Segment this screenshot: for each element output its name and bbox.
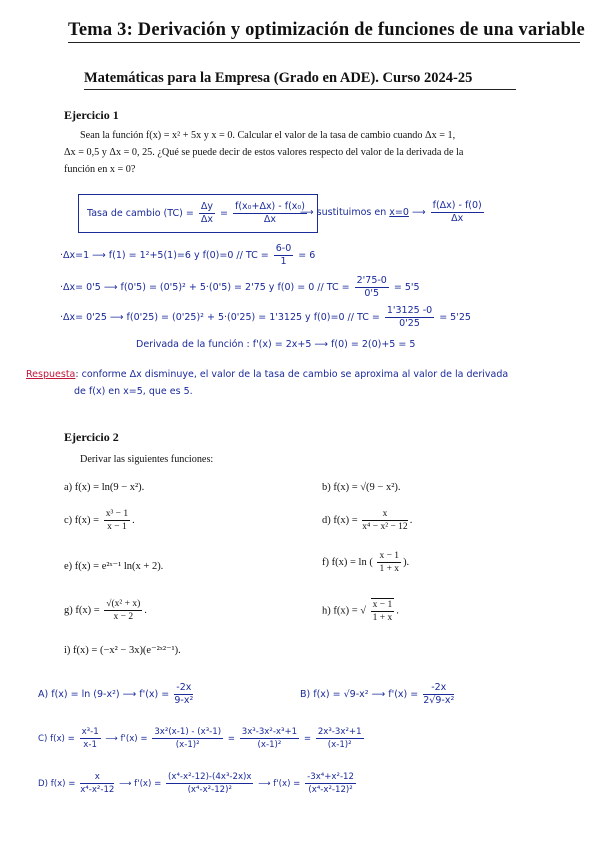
solution-c-text: C) f(x) = xyxy=(38,734,75,744)
item-f-label: f) f(x) = ln ( xyxy=(322,556,373,568)
item-e: e) f(x) = e²ˣ⁻¹ ln(x + 2). xyxy=(64,561,164,572)
solution-c-frac-3 xyxy=(240,726,299,751)
course-subtitle: Matemáticas para la Empresa (Grado en ADE). Curso 2024-25 xyxy=(84,70,473,86)
solution-c-num-2: 3x²(x-1) - (x³-1) xyxy=(154,727,222,737)
statement-line-2: Δx = 0,5 y Δx = 0, 25. ¿Qué se puede decir de estos valores respecto del valor de la derivada de la xyxy=(64,147,464,158)
calc-dx-05-text: ·Δx= 0'5 ⟶ f(0'5) = (0'5)² + 5·(0'5) = 2'75 y f(0) = 0 // TC = xyxy=(60,282,350,293)
item-c-frac xyxy=(104,508,130,533)
substituted-den: Δx xyxy=(451,213,464,224)
box-equals: = xyxy=(220,208,228,219)
solution-d-num-1: x xyxy=(80,771,114,784)
calc-dx-025-frac xyxy=(385,305,434,330)
calc-dx-05-num: 2'75-0 xyxy=(356,275,387,286)
item-d-num: x xyxy=(362,508,407,521)
solution-b xyxy=(300,682,456,707)
item-b: b) f(x) = √(9 − x²). xyxy=(322,482,401,493)
solution-a-text: A) f(x) = ln (9-x²) ⟶ f'(x) = xyxy=(38,689,170,700)
item-h-den: 1 + x xyxy=(372,613,393,623)
item-h-frac xyxy=(371,598,395,624)
item-g-num: √(x² + x) xyxy=(106,599,141,609)
item-g-label: g) f(x) = xyxy=(64,604,100,616)
solution-c-frac-2 xyxy=(152,726,223,751)
answer-line-2: de f(x) en x=5, que es 5. xyxy=(74,386,193,397)
item-c-den: x − 1 xyxy=(107,522,127,532)
solution-d-num-2: (x⁴-x²-12)-(4x³-2x)x xyxy=(168,772,252,782)
calc-dx-025-num: 1'3125 -0 xyxy=(386,305,433,316)
x-equals-zero: x=0 xyxy=(389,207,409,218)
exercise-1-statement xyxy=(64,127,554,178)
item-f-close: ). xyxy=(403,556,410,568)
calc-dx-05-frac xyxy=(355,275,389,300)
calc-dx-1 xyxy=(60,243,315,268)
solution-c-num-3: 3x³-3x²-x³+1 xyxy=(241,727,298,737)
solution-a xyxy=(38,682,195,707)
solution-b-den: 2√9-x² xyxy=(423,695,455,706)
solution-c xyxy=(38,726,366,751)
solution-c-den-3: (x-1)² xyxy=(257,740,282,750)
arrow-icon: ⟶ xyxy=(300,207,314,218)
solution-d-frac-3 xyxy=(305,771,356,796)
calc-dx-025-text: ·Δx= 0'25 ⟶ f(0'25) = (0'25)² + 5·(0'25) = 1'3125 y f(0)=0 // TC = xyxy=(60,312,380,323)
item-g-den: x − 2 xyxy=(113,612,134,622)
dy: Δy xyxy=(200,201,213,212)
solution-d-num-3: -3x⁴+x²-12 xyxy=(307,772,354,782)
box-label: Tasa de cambio (TC) = xyxy=(87,208,194,219)
calc-dx-1-den: 1 xyxy=(280,256,287,267)
solution-d-arrow-2: ⟶ f'(x) = xyxy=(258,779,301,789)
item-f-num: x − 1 xyxy=(379,551,400,561)
solution-d-den-1: x⁴-x²-12 xyxy=(80,785,115,795)
solution-c-arrow: ⟶ f'(x) = xyxy=(105,734,148,744)
calc-dx-025 xyxy=(60,305,471,330)
calc-dx-05 xyxy=(60,275,420,300)
item-h-label: h) f(x) = √ xyxy=(322,605,367,617)
answer-line-1 xyxy=(26,369,508,380)
solution-a-num: -2x xyxy=(176,682,192,693)
solution-c-den-4: (x-1)² xyxy=(327,740,352,750)
solution-b-frac xyxy=(423,682,454,707)
solution-d-den-2: (x⁴-x²-12)² xyxy=(187,785,232,795)
item-h: h) f(x) = √ $\frac{x - 1}{1 + x}$ . xyxy=(322,600,399,623)
derivative-line: Derivada de la función : f'(x) = 2x+5 ⟶ f(0) = 2(0)+5 = 5 xyxy=(136,339,416,350)
calc-dx-1-text: ·Δx=1 ⟶ f(1) = 1²+5(1)=6 y f(0)=0 // TC = xyxy=(60,250,269,261)
item-d: d) f(x) = $\frac{x}{\text{x⁴ − x² − 12}}$ . xyxy=(322,509,413,532)
document-title: Tema 3: Derivación y optimización de funciones de una variable xyxy=(68,20,585,40)
calc-dx-05-den: 0'5 xyxy=(364,288,380,299)
solution-c-equals-1: = xyxy=(227,734,235,744)
substituted-quotient xyxy=(431,200,484,225)
item-i: i) f(x) = (−x² − 3x)(e⁻²ˣ²⁻¹). xyxy=(64,645,181,656)
solution-d-frac-2 xyxy=(166,771,253,796)
statement-line-3: función en x = 0? xyxy=(64,164,136,175)
rate-of-change-box xyxy=(78,194,318,233)
item-g-frac xyxy=(104,598,142,623)
calc-dx-1-num: 6-0 xyxy=(275,243,292,254)
item-a: a) f(x) = ln(9 − x²). xyxy=(64,482,145,493)
solution-c-num-4: 2x³-3x²+1 xyxy=(317,727,362,737)
substituted-num: f(Δx) - f(0) xyxy=(432,200,482,211)
difference-quotient xyxy=(233,201,307,226)
item-g: g) f(x) = $\frac{\text{√(x² + x)}}{x - 2}$ . xyxy=(64,599,147,622)
calc-dx-025-result: = 5'25 xyxy=(439,312,471,323)
solution-c-den-2: (x-1)² xyxy=(175,740,200,750)
item-c-num: x³ − 1 xyxy=(105,509,129,519)
dx: Δx xyxy=(200,214,213,225)
difference-quotient-den: Δx xyxy=(263,214,277,225)
solution-c-num-1: x³-1 xyxy=(81,727,99,737)
solution-d-den-3: (x⁴-x²-12)² xyxy=(308,785,353,795)
statement-line-1: Sean la función f(x) = x² + 5x y x = 0. Calcular el valor de la tasa de cambio cuando Δx = 1, xyxy=(80,130,456,141)
item-c: c) f(x) = $\frac{\text{x³ − 1}}{x - 1}$ . xyxy=(64,509,135,532)
item-d-frac xyxy=(362,508,407,533)
item-f xyxy=(322,550,409,575)
item-d-label: d) f(x) = xyxy=(322,514,358,526)
item-f-den: 1 + x xyxy=(379,564,400,574)
item-f-frac xyxy=(377,550,401,575)
solution-a-frac xyxy=(174,682,193,707)
solution-d-frac-1 xyxy=(80,771,114,796)
answer-text-1: : conforme Δx disminuye, el valor de la tasa de cambio se aproxima al valor de la derivada xyxy=(75,369,509,380)
solution-c-frac-1 xyxy=(80,726,101,751)
calc-dx-05-result: = 5'5 xyxy=(393,282,420,293)
solution-c-frac-4 xyxy=(316,726,364,751)
substitution-note xyxy=(300,200,486,225)
item-d-den: x⁴ − x² − 12 xyxy=(362,522,408,532)
solution-d xyxy=(38,771,358,796)
solution-d-arrow-1: ⟶ f'(x) = xyxy=(119,779,162,789)
solution-c-equals-2: = xyxy=(303,734,312,744)
solution-d-text: D) f(x) = xyxy=(38,779,76,789)
dy-dx-fraction xyxy=(199,201,215,226)
solution-a-den: 9-x² xyxy=(174,695,194,706)
subtitle-rule xyxy=(84,89,516,90)
exercise-2-intro: Derivar las siguientes funciones: xyxy=(80,454,214,465)
exercise-2-heading: Ejercicio 2 xyxy=(64,430,119,444)
solution-b-num: -2x xyxy=(423,682,454,695)
answer-label: Respuesta xyxy=(26,369,76,380)
solution-b-text: B) f(x) = √9-x² ⟶ f'(x) = xyxy=(300,689,419,700)
solution-c-den-1: x-1 xyxy=(83,740,97,750)
item-c-label: c) f(x) = xyxy=(64,514,100,526)
exercise-1-heading: Ejercicio 1 xyxy=(64,108,119,122)
substitution-text: sustituimos en xyxy=(316,207,387,218)
calc-dx-025-den: 0'25 xyxy=(399,318,420,329)
title-rule xyxy=(68,42,580,43)
difference-quotient-num: f(x₀+Δx) - f(x₀) xyxy=(235,201,305,212)
arrow-icon: ⟶ xyxy=(411,207,426,218)
calc-dx-1-frac xyxy=(274,243,294,268)
item-h-num: x − 1 xyxy=(372,600,393,610)
calc-dx-1-result: = 6 xyxy=(298,250,316,261)
